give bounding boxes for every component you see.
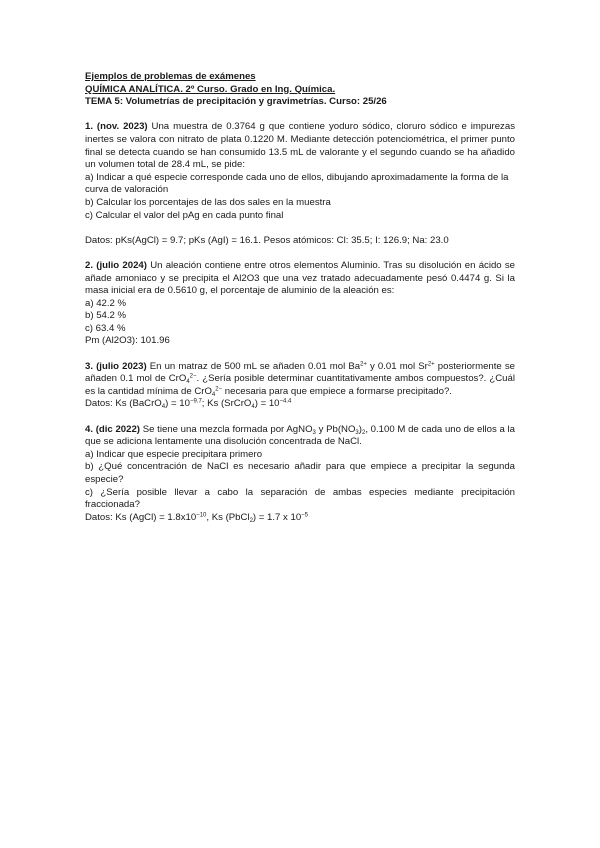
problem-3-data-4: ) = 10 [254,398,280,410]
problem-4-statement [85,424,515,449]
problem-1-data: Datos: pKs(AgCl) = 9.7; pKs (AgI) = 16.1. Pesos atómicos: Cl: 35.5; I: 126.9; Na: 23.0 [85,234,449,246]
problem-4 [85,424,515,525]
problem-2-label: 2. (julio 2024) [85,259,147,271]
ks-bacro4-exponent: −9.7 [189,398,202,405]
problem-4-part-b: b) ¿Qué concentración de NaCl es necesario añadir para que empiece a precipitar la segunda especie? [85,461,515,485]
problem-4-data [85,512,515,525]
problem-3-data-2: ) = 10 [165,398,190,410]
problem-1-part-a: a) Indicar a qué especie corresponde cada uno de ellos, dibujando aproximadamente la forma de la curva de valoración [85,171,509,196]
document-header [85,71,515,109]
problem-1-statement [85,121,515,171]
problem-4-data-1: Datos: Ks (AgCl) = 1.8x10 [85,511,197,523]
ks-pbcl2-exponent: −5 [301,512,309,519]
problem-4-part-a: a) Indicar que especie precipitara primero [85,448,263,460]
problem-4-text-1: Se tiene una mezcla formada por AgNO [140,423,313,435]
problem-4-text-3: ) [358,423,362,435]
problem-3-text-4: . ¿Sería posible determinar cuantitativamente ambos compuestos?. ¿Cuál es la cantidad mínima de CrO [85,373,515,397]
problem-2 [85,260,515,348]
problem-4-text-4: , 0.100 M de cada uno de ellos a la que se adiciona lentamente una disolución concentrada de NaCl. [85,423,516,448]
problem-2-option-b: b) 54.2 % [85,310,127,322]
header-course: QUÍMICA ANALÍTICA. 2º Curso. Grado en Ing. Química. [85,83,336,95]
problem-3-statement [85,361,515,399]
ks-agcl-exponent: −10 [196,512,207,519]
problem-1-text: Una muestra de 0.3764 g que contiene yoduro sódico, cloruro sódico e impurezas inertes se valora con nitrato de plata 0.1220 M. Mediante detección potenciométrica, el primer punto final se detecta cuando se han consumido 13.5 mL de valorante y el segundo cuando se ha añadido un volumen total de 28.4 mL, se pide: [85,121,515,171]
ks-srcro4-exponent: −4.4 [279,398,292,405]
no3-subscript: 3 [355,429,359,436]
problem-1 [85,121,515,247]
strontium-charge: 2+ [427,361,435,368]
problem-4-text-2: y Pb(NO [315,423,356,435]
problem-1-label: 1. (nov. 2023) [85,121,148,133]
pbcl2-subscript: 2 [249,517,253,524]
problem-2-text: Un aleación contiene entre otros elementos Aluminio. Tras su disolución en ácido se añade amoniaco y se precipita el Al2O3 que una vez tratado adecuadamente pesó 0.4474 g. Si la masa inicial era de 0.5610 g, el porcentaje de aluminio de la aleación es: [85,259,516,297]
header-topic: TEMA 5: Volumetrías de precipitación y gravimetrías. Curso: 25/26 [85,96,387,108]
problem-2-statement [85,260,515,298]
problem-2-option-a: a) 42.2 % [85,297,127,309]
pbno32-subscript: 2 [361,429,366,436]
problem-3-data-3: ; Ks (SrCrO [201,398,252,410]
document-page [85,71,515,524]
problem-4-data-2: , Ks (PbCl [206,511,250,523]
problem-2-molar-mass: Pm (Al2O3): 101.96 [85,335,170,347]
problem-3-data [85,398,515,411]
chromate-subscript-2: 4 [211,391,216,398]
problem-3-text-3: posteriormente se añaden 0.1 mol de CrO [85,360,516,385]
chromate-subscript: 4 [186,379,190,386]
bacro4-subscript: 4 [161,404,166,411]
chromate-charge-2: 2− [215,386,223,393]
problem-4-data-3: ) = 1.7 x 10 [252,511,302,523]
problem-3-text-1: En un matraz de 500 mL se añaden 0.01 mol Ba [146,360,361,372]
srcro4-subscript: 4 [251,404,255,411]
problem-2-option-c: c) 63.4 % [85,322,126,334]
problem-4-label: 4. (dic 2022) [85,423,141,435]
problem-3-text-2: y 0.01 mol Sr [366,360,428,372]
header-title: Ejemplos de problemas de exámenes [85,71,256,82]
problem-4-part-c: c) ¿Sería posible llevar a cabo la separación de ambas especies mediante precipitación fraccionada? [85,486,515,511]
problem-3-text-5: necesaria para que empiece a formarse precipitado?. [222,385,452,397]
problem-3-label: 3. (julio 2023) [85,360,147,372]
problem-3 [85,361,515,411]
agno3-subscript: 3 [312,429,316,436]
barium-charge: 2+ [360,361,367,368]
chromate-charge: 2− [189,373,197,380]
problem-1-part-b: b) Calcular los porcentajes de las dos sales en la muestra [85,196,331,208]
problem-3-data-1: Datos: Ks (BaCrO [85,398,162,410]
problem-1-part-c: c) Calcular el valor del pAg en cada punto final [85,209,284,221]
spacer [85,222,515,235]
